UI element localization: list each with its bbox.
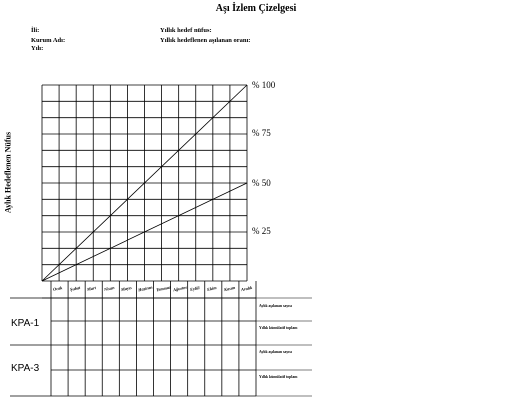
month-label: Mayıs — [120, 284, 133, 293]
percent-50-label: % 50 — [252, 178, 271, 188]
note-kpa3-cumulative: Yıllık kümülatif toplam — [259, 375, 298, 379]
y-axis-label: Aylık Hedeflenen Nüfus — [3, 131, 13, 214]
page-title: Aşı İzlem Çizelgesi — [215, 3, 297, 14]
month-label: Aralık — [240, 284, 253, 293]
month-label: Şubat — [69, 284, 81, 293]
field-hedef-nufus: Yıllık hedef nüfus: — [160, 27, 212, 34]
percent-25-label: % 25 — [252, 226, 271, 236]
field-il: İli: — [31, 27, 40, 34]
percent-75-label: % 75 — [252, 128, 271, 138]
month-label: Ekim — [206, 285, 217, 292]
month-label: Kasım — [223, 284, 236, 293]
month-label: Ağustos — [172, 284, 188, 293]
field-yil: Yılı: — [31, 45, 44, 52]
percent-100-label: % 100 — [252, 80, 276, 90]
note-kpa3-monthly: Aylık aşılanan sayısı — [259, 350, 292, 354]
month-label: Temmuz — [155, 284, 171, 293]
note-kpa1-cumulative: Yıllık kümülatif toplam — [259, 326, 298, 330]
row-label-kpa3: KPA-3 — [11, 363, 40, 374]
field-ulasilan: Yıllık hedeflenen aşılanan oranı: — [160, 37, 251, 44]
field-kurum: Kurum Adı: — [31, 37, 66, 44]
month-label: Ocak — [52, 285, 63, 292]
note-kpa1-monthly: Aylık aşılanan sayısı — [259, 304, 292, 308]
month-label: Nisan — [103, 284, 116, 293]
month-label: Eylül — [189, 285, 200, 292]
month-label: Mart — [86, 285, 97, 292]
month-label: Haziran — [138, 284, 154, 293]
row-label-kpa1: KPA-1 — [11, 318, 40, 329]
